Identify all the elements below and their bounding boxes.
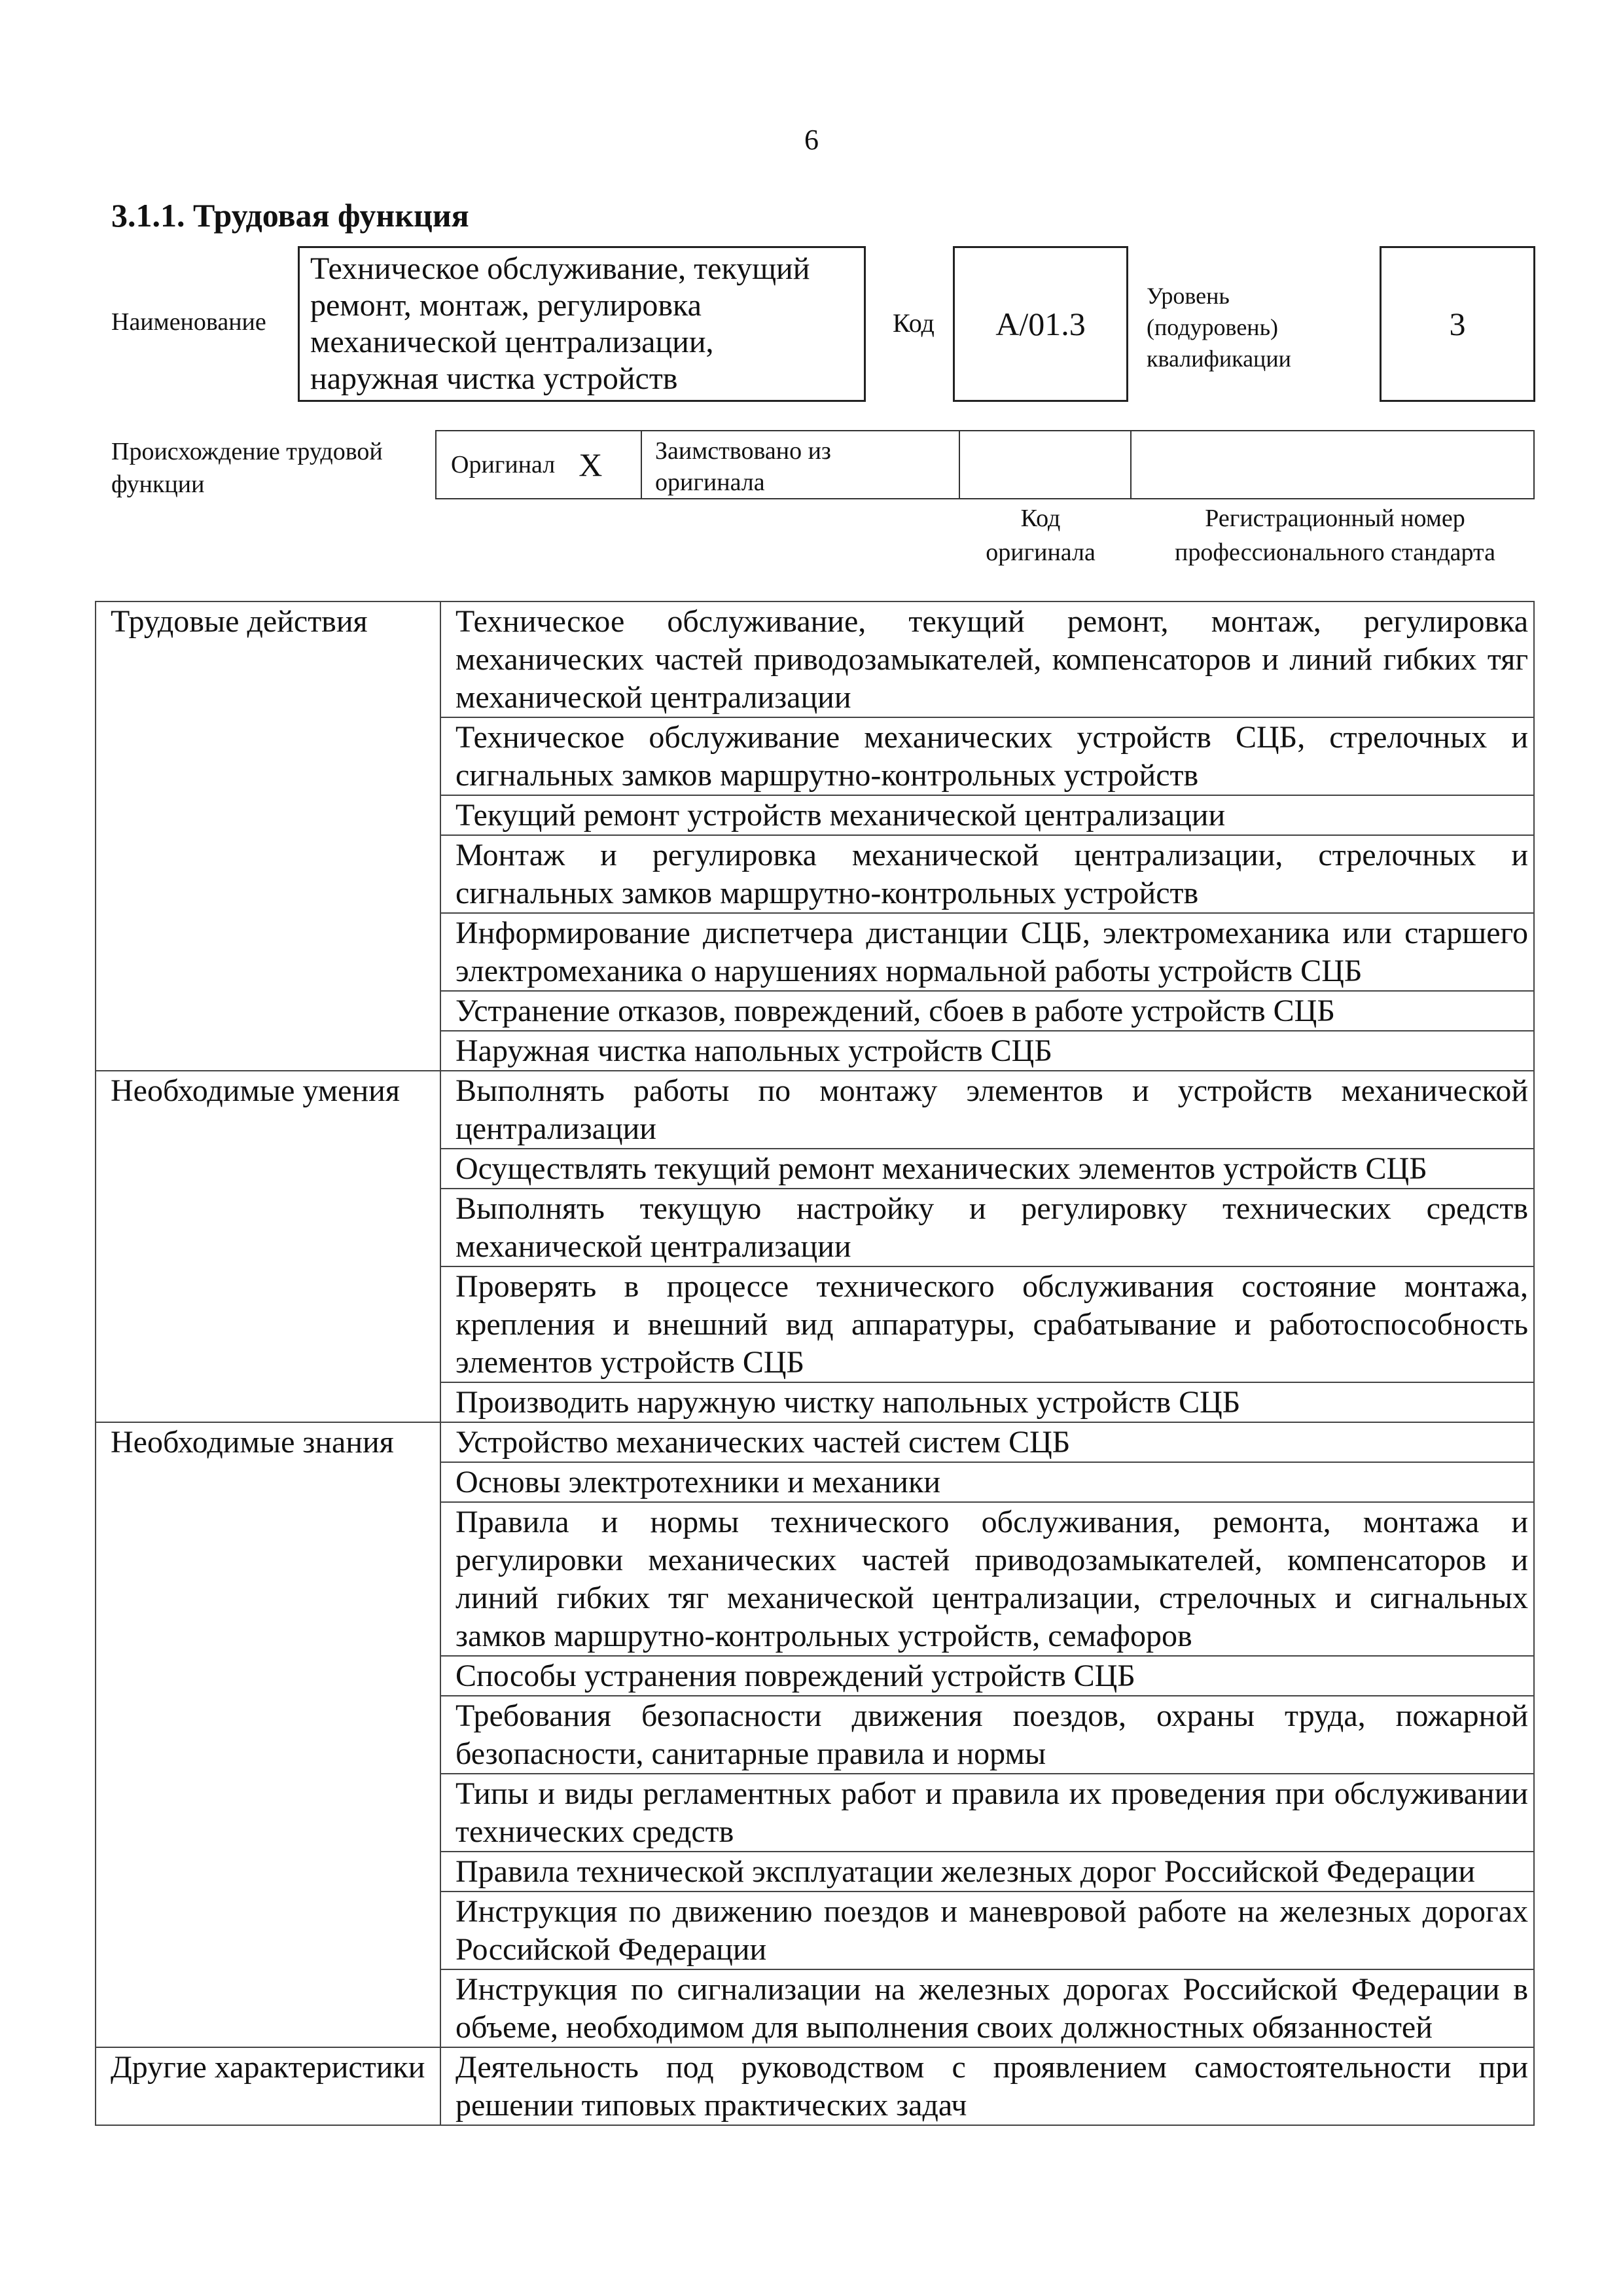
origin-label-line: функции [111,471,205,498]
origin-row [435,430,1535,499]
origin-code-cell [960,431,1132,498]
level-label [1147,280,1291,374]
table-cell: Устранение отказов, повреждений, сбоев в работе устройств СЦБ [440,991,1534,1031]
table-cell: Типы и виды регламентных работ и правила их проведения при обслуживании технических средств [440,1774,1534,1852]
table-cell: Техническое обслуживание механических устройств СЦБ, стрелочных и сигнальных замков маршрутно-контрольных устройств [440,717,1534,795]
original-label: Оригинал [451,451,556,478]
category-label: Необходимые умения [96,1071,440,1422]
table-cell: Основы электротехники и механики [440,1462,1534,1502]
category-label: Трудовые действия [96,601,440,1071]
borrowed-line: оригинала [655,469,765,496]
caption-line: оригинала [986,539,1096,566]
table-cell: Проверять в процессе технического обслуживания состояние монтажа, крепления и внешний вид аппаратуры, срабатывание и работоспособность элементов устройств СЦБ [440,1266,1534,1382]
table-cell: Выполнять текущую настройку и регулировку технических средств механической централизации [440,1189,1534,1266]
registration-number-caption [1139,501,1531,569]
table-cell: Информирование диспетчера дистанции СЦБ, электромеханика или старшего электромеханика о нарушениях нормальной работы устройств СЦБ [440,913,1534,991]
origin-label [111,435,383,501]
caption-line: профессионального стандарта [1175,539,1495,566]
section-title: 3.1.1. Трудовая функция [111,197,469,234]
table-cell: Текущий ремонт устройств механической централизации [440,795,1534,835]
table-cell: Инструкция по движению поездов и маневровой работе на железных дорогах Российской Федерации [440,1892,1534,1969]
borrowed-line: Заимствовано из [655,437,831,465]
table-cell: Способы устранения повреждений устройств СЦБ [440,1656,1534,1696]
function-details-table [95,601,1535,2126]
category-label: Необходимые знания [96,1422,440,2047]
name-label: Наименование [111,308,266,336]
level-label-line: Уровень [1147,283,1230,309]
level-label-line: квалификации [1147,346,1291,372]
category-label: Другие характеристики [96,2047,440,2125]
original-mark: X [579,446,603,483]
function-name-line: наружная чистка устройств [310,361,678,396]
table-cell: Техническое обслуживание, текущий ремонт, монтаж, регулировка механических частей приводозамыкателей, компенсаторов и линий гибких тяг механической централизации [440,601,1534,717]
table-cell: Правила и нормы технического обслуживания, ремонта, монтажа и регулировки механических частей приводозамыкателей, компенсаторов и линий гибких тяг механической централизации, стрелочных и сигнальных замков маршрутно-контрольных устройств, семафоров [440,1502,1534,1656]
table-cell: Требования безопасности движения поездов, охраны труда, пожарной безопасности, санитарные правила и нормы [440,1696,1534,1774]
function-name-line: ремонт, монтаж, регулировка [310,288,702,323]
table-row [96,601,1534,717]
function-name-box [298,246,866,402]
caption-line: Регистрационный номер [1205,505,1465,532]
function-name-line: механической централизации, [310,325,714,359]
table-cell: Правила технической эксплуатации железных дорог Российской Федерации [440,1852,1534,1892]
original-cell [437,431,642,498]
origin-code-caption [962,501,1119,569]
table-cell: Инструкция по сигнализации на железных дорогах Российской Федерации в объеме, необходимом для выполнения своих должностных обязанностей [440,1969,1534,2047]
level-value: 3 [1380,246,1535,402]
registration-number-cell [1132,431,1533,498]
table-row [96,1422,1534,1462]
caption-line: Код [1020,505,1061,532]
table-row [96,2047,1534,2125]
table-row [96,1071,1534,1149]
table-cell: Осуществлять текущий ремонт механических элементов устройств СЦБ [440,1149,1534,1189]
origin-label-line: Происхождение трудовой [111,438,383,465]
table-cell: Деятельность под руководством с проявлением самостоятельности при решении типовых практических задач [440,2047,1534,2125]
table-cell: Наружная чистка напольных устройств СЦБ [440,1031,1534,1071]
page-number: 6 [804,124,819,156]
code-label: Код [893,308,935,338]
table-cell: Производить наружную чистку напольных устройств СЦБ [440,1382,1534,1422]
table-cell: Устройство механических частей систем СЦБ [440,1422,1534,1462]
borrowed-cell [642,431,960,498]
code-value: А/01.3 [953,246,1128,402]
table-cell: Монтаж и регулировка механической централизации, стрелочных и сигнальных замков маршрутно-контрольных устройств [440,835,1534,913]
function-name-line: Техническое обслуживание, текущий [310,251,810,286]
level-label-line: (подуровень) [1147,314,1278,340]
table-cell: Выполнять работы по монтажу элементов и устройств механической централизации [440,1071,1534,1149]
